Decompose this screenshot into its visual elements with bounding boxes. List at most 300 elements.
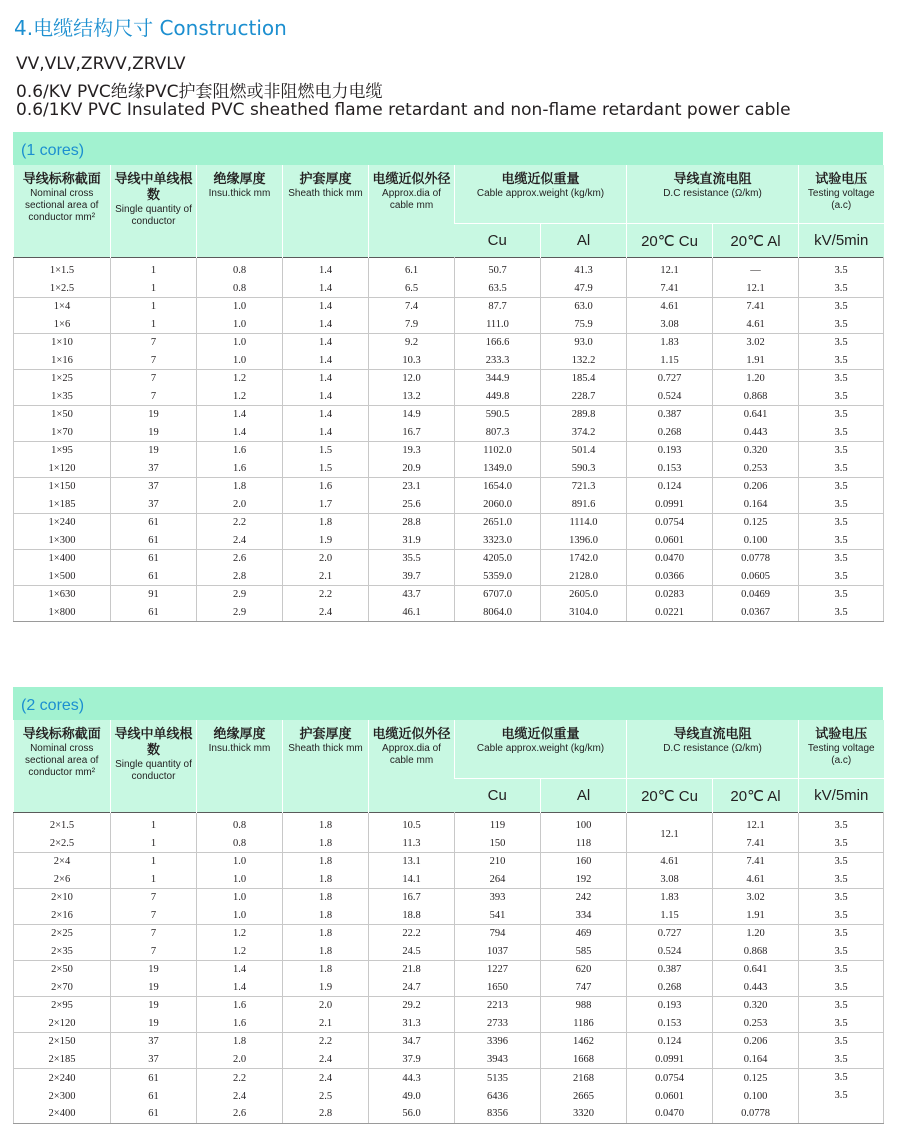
table-cell: 44.3 bbox=[369, 1069, 455, 1088]
table-cell: 111.0 bbox=[455, 316, 541, 334]
table-cell: 6.5 bbox=[369, 280, 455, 298]
table-cell: 1×300 bbox=[14, 532, 111, 550]
header-col8-cn: 试验电压 bbox=[815, 727, 868, 742]
table-cell: 3.5 bbox=[799, 871, 884, 889]
table-cell: 0.153 bbox=[627, 1015, 713, 1033]
table-cell: 0.8 bbox=[197, 835, 283, 853]
table-cell: 7 bbox=[111, 889, 197, 907]
table-cell: 393 bbox=[455, 889, 541, 907]
table-cell: 2×400 bbox=[14, 1105, 111, 1123]
table-cell: 46.1 bbox=[369, 604, 455, 622]
table-cell: 1.0 bbox=[197, 316, 283, 334]
table-cell: 2×1.5 bbox=[14, 817, 111, 835]
header-col2-cn: 导线中单线根数 bbox=[114, 727, 193, 758]
table-cell: 3.5 bbox=[799, 370, 884, 388]
table-cell: 47.9 bbox=[541, 280, 627, 298]
table-cell: 1×150 bbox=[14, 478, 111, 496]
table-cell: 7.4 bbox=[369, 298, 455, 316]
header-col6-cn: 电缆近似重量 bbox=[501, 727, 580, 742]
header-unit-cu: Cu bbox=[455, 779, 541, 813]
table-cell: 2.9 bbox=[197, 586, 283, 604]
table-cell: 1.91 bbox=[713, 352, 799, 370]
header-col8 bbox=[799, 165, 884, 224]
table-cell: 1.4 bbox=[283, 280, 369, 298]
header-col2 bbox=[111, 720, 197, 813]
table-cell: 1.5 bbox=[283, 460, 369, 478]
header-col4-cn: 护套厚度 bbox=[299, 172, 352, 187]
table-row bbox=[14, 388, 884, 406]
table-cell: 0.153 bbox=[627, 460, 713, 478]
table-row bbox=[14, 997, 884, 1015]
table-row bbox=[14, 1033, 884, 1051]
header-col3 bbox=[197, 165, 283, 258]
table-cell: 3.5 bbox=[799, 997, 884, 1015]
table-cell: 0.443 bbox=[713, 424, 799, 442]
table-cell: 0.164 bbox=[713, 496, 799, 514]
table-cell: 6707.0 bbox=[455, 586, 541, 604]
table-cell: 7.41 bbox=[713, 853, 799, 871]
header-unit-kv: kV/5min bbox=[799, 224, 884, 258]
table-cell: 210 bbox=[455, 853, 541, 871]
table-cell: 61 bbox=[111, 604, 197, 622]
table-cell: 1.2 bbox=[197, 370, 283, 388]
table-cell: 1 bbox=[111, 298, 197, 316]
table-cell: 2×25 bbox=[14, 925, 111, 943]
table-cell: 1×35 bbox=[14, 388, 111, 406]
table-cell: 2.2 bbox=[283, 1033, 369, 1051]
table-cell bbox=[799, 1105, 884, 1123]
table-cell: 31.9 bbox=[369, 532, 455, 550]
table-cell: 37 bbox=[111, 460, 197, 478]
table-cell: 3396 bbox=[455, 1033, 541, 1051]
table-cell: 3.5 bbox=[799, 1033, 884, 1051]
header-col7-en: D.C resistance (Ω/km) bbox=[663, 188, 762, 199]
table-cell: 1.9 bbox=[283, 532, 369, 550]
header-col3-en: Insu.thick mm bbox=[208, 743, 271, 754]
table-cell: 0.206 bbox=[713, 1033, 799, 1051]
table-cell: 1.8 bbox=[197, 478, 283, 496]
table-cell: 0.124 bbox=[627, 1033, 713, 1051]
table-cell: 1 bbox=[111, 853, 197, 871]
header-col2-en: Single quantity of conductor bbox=[115, 204, 192, 227]
table-cell: 8064.0 bbox=[455, 604, 541, 622]
table-cell: 87.7 bbox=[455, 298, 541, 316]
table-row bbox=[14, 1087, 884, 1105]
table-cell: 0.193 bbox=[627, 997, 713, 1015]
header-col5 bbox=[369, 720, 455, 813]
table-row bbox=[14, 532, 884, 550]
table-cell: 1×16 bbox=[14, 352, 111, 370]
table-cell: 1.20 bbox=[713, 370, 799, 388]
table-cell: 2605.0 bbox=[541, 586, 627, 604]
table-cell: 12.1 bbox=[713, 280, 799, 298]
table-cell: 3.5 bbox=[799, 406, 884, 424]
table-cell: 0.727 bbox=[627, 925, 713, 943]
table-cell: 2.2 bbox=[283, 586, 369, 604]
table-cell: 2.2 bbox=[197, 514, 283, 532]
table-cell: 4205.0 bbox=[455, 550, 541, 568]
header-col8-cn: 试验电压 bbox=[815, 172, 868, 187]
table-cell: 19.3 bbox=[369, 442, 455, 460]
table-cell: 2.4 bbox=[283, 604, 369, 622]
table-cell: 1.15 bbox=[627, 352, 713, 370]
table-cell: 1 bbox=[111, 835, 197, 853]
table-cell: 20.9 bbox=[369, 460, 455, 478]
table-cell: 12.0 bbox=[369, 370, 455, 388]
table-cell: 150 bbox=[455, 835, 541, 853]
table-cell: 1×70 bbox=[14, 424, 111, 442]
table-cell: 0.387 bbox=[627, 961, 713, 979]
table-cell: 61 bbox=[111, 1105, 197, 1123]
table-cell: 3.5 bbox=[799, 604, 884, 622]
table-cell: 1.83 bbox=[627, 334, 713, 352]
table-cell: 2651.0 bbox=[455, 514, 541, 532]
header-col7 bbox=[627, 165, 799, 224]
table-cell: 3.02 bbox=[713, 889, 799, 907]
table-cell: 2.4 bbox=[283, 1069, 369, 1088]
table-cell: 0.0754 bbox=[627, 1069, 713, 1088]
table-cell: 1×240 bbox=[14, 514, 111, 532]
table-cell: 0.100 bbox=[713, 532, 799, 550]
header-unit-r-al: 20℃ Al bbox=[713, 779, 799, 813]
table-cell: 13.2 bbox=[369, 388, 455, 406]
table-row bbox=[14, 871, 884, 889]
table-cell: 2.4 bbox=[283, 1051, 369, 1069]
header-col5-en: Approx.dia of cable mm bbox=[382, 743, 441, 766]
table-cell: 1.20 bbox=[713, 925, 799, 943]
table-cell: 1102.0 bbox=[455, 442, 541, 460]
table-cell: 1.4 bbox=[197, 979, 283, 997]
header-col4 bbox=[283, 165, 369, 258]
table-row bbox=[14, 550, 884, 568]
table-cell: 334 bbox=[541, 907, 627, 925]
table-cell: 0.320 bbox=[713, 997, 799, 1015]
table-cell: 14.1 bbox=[369, 871, 455, 889]
table-cell: 1.8 bbox=[283, 889, 369, 907]
table-cell: 1396.0 bbox=[541, 532, 627, 550]
table-cell: 3.5 bbox=[799, 550, 884, 568]
table-cell: 63.5 bbox=[455, 280, 541, 298]
table-cell: 590.5 bbox=[455, 406, 541, 424]
table-cell: 233.3 bbox=[455, 352, 541, 370]
table-cell: 721.3 bbox=[541, 478, 627, 496]
table-cell: 19 bbox=[111, 961, 197, 979]
table-cell: 3.5 bbox=[799, 514, 884, 532]
table-cell: 6436 bbox=[455, 1087, 541, 1105]
table-cell: 24.5 bbox=[369, 943, 455, 961]
table-cell: 747 bbox=[541, 979, 627, 997]
table-cell: 13.1 bbox=[369, 853, 455, 871]
table-row bbox=[14, 460, 884, 478]
table-cell: 1.0 bbox=[197, 352, 283, 370]
header-col8-en: Testing voltage (a.c) bbox=[807, 188, 875, 211]
table-cell: 7 bbox=[111, 925, 197, 943]
table-cell: 0.268 bbox=[627, 979, 713, 997]
table-cell: 2.8 bbox=[197, 568, 283, 586]
table-cell: 0.0366 bbox=[627, 568, 713, 586]
header-col5 bbox=[369, 165, 455, 258]
table-cell: 2×95 bbox=[14, 997, 111, 1015]
table-cell: 49.0 bbox=[369, 1087, 455, 1105]
table-cell: 0.641 bbox=[713, 961, 799, 979]
table-cell: 0.0470 bbox=[627, 550, 713, 568]
header-col4-en: Sheath thick mm bbox=[288, 188, 363, 199]
table-cell: 2733 bbox=[455, 1015, 541, 1033]
table-cell: 0.0601 bbox=[627, 1087, 713, 1105]
table-cell: 63.0 bbox=[541, 298, 627, 316]
header-col4-en: Sheath thick mm bbox=[288, 743, 363, 754]
table-row bbox=[14, 979, 884, 997]
table-cell: 3.5 bbox=[799, 442, 884, 460]
table-cell: 0.0601 bbox=[627, 532, 713, 550]
table-row bbox=[14, 1015, 884, 1033]
table-cell: 7 bbox=[111, 388, 197, 406]
table-cell: 0.868 bbox=[713, 943, 799, 961]
header-col5-cn: 电缆近似外径 bbox=[372, 727, 451, 742]
table-cell: 100 bbox=[541, 817, 627, 835]
header-col6-en: Cable approx.weight (kg/km) bbox=[476, 188, 605, 199]
table-cell: 344.9 bbox=[455, 370, 541, 388]
table-row bbox=[14, 280, 884, 298]
table-cell: 37 bbox=[111, 1051, 197, 1069]
table-cell: 3.5 bbox=[799, 478, 884, 496]
spec-table bbox=[13, 720, 884, 1124]
table-row bbox=[14, 352, 884, 370]
table-row bbox=[14, 478, 884, 496]
table-cell: — bbox=[713, 262, 799, 280]
table-cell: 2×35 bbox=[14, 943, 111, 961]
table-cell: 0.641 bbox=[713, 406, 799, 424]
table-cell: 5135 bbox=[455, 1069, 541, 1088]
table-cell: 3.5 bbox=[799, 1051, 884, 1069]
table-cell: 24.7 bbox=[369, 979, 455, 997]
table-row bbox=[14, 334, 884, 352]
table-cell: 1×500 bbox=[14, 568, 111, 586]
table-cell: 8356 bbox=[455, 1105, 541, 1123]
table-cell: 160 bbox=[541, 853, 627, 871]
table-cell: 1.83 bbox=[627, 889, 713, 907]
table-cell: 242 bbox=[541, 889, 627, 907]
table-cell: 0.268 bbox=[627, 424, 713, 442]
table-cell: 132.2 bbox=[541, 352, 627, 370]
header-unit-kv: kV/5min bbox=[799, 779, 884, 813]
table-cell: 0.8 bbox=[197, 817, 283, 835]
header-col5-cn: 电缆近似外径 bbox=[372, 172, 451, 187]
table-cell: 1 bbox=[111, 817, 197, 835]
header-col6 bbox=[455, 165, 627, 224]
header-col7-en: D.C resistance (Ω/km) bbox=[663, 743, 762, 754]
table-cell: 1.5 bbox=[283, 442, 369, 460]
cable-models: VV,VLV,ZRVV,ZRVLV bbox=[16, 54, 186, 74]
table-cell: 34.7 bbox=[369, 1033, 455, 1051]
table-cell: 4.61 bbox=[713, 871, 799, 889]
table-cell: 10.5 bbox=[369, 817, 455, 835]
table-row bbox=[14, 514, 884, 532]
table-cell: 5359.0 bbox=[455, 568, 541, 586]
table-cell: 119 bbox=[455, 817, 541, 835]
table-cell: 3.5 bbox=[799, 424, 884, 442]
table-cell: 1650 bbox=[455, 979, 541, 997]
table-cell: 1.6 bbox=[197, 442, 283, 460]
table-cell: 19 bbox=[111, 424, 197, 442]
table-cell: 11.3 bbox=[369, 835, 455, 853]
section-1-cores bbox=[13, 132, 883, 622]
table-cell: 590.3 bbox=[541, 460, 627, 478]
table-cell: 1×10 bbox=[14, 334, 111, 352]
table-cell: 50.7 bbox=[455, 262, 541, 280]
header-col6-cn: 电缆近似重量 bbox=[501, 172, 580, 187]
table-cell: 2665 bbox=[541, 1087, 627, 1105]
table-cell: 2.2 bbox=[197, 1069, 283, 1088]
header-col8 bbox=[799, 720, 884, 779]
voltage-value: 3.5 bbox=[834, 1072, 848, 1083]
header-col5-en: Approx.dia of cable mm bbox=[382, 188, 441, 211]
table-cell: 1.8 bbox=[283, 943, 369, 961]
table-cell: 0.0469 bbox=[713, 586, 799, 604]
table-cell: 0.387 bbox=[627, 406, 713, 424]
subtitle-cn: 0.6/KV PVC绝缘PVC护套阻燃或非阻燃电力电缆 bbox=[16, 82, 383, 102]
table-cell: 3.02 bbox=[713, 334, 799, 352]
table-cell: 1.0 bbox=[197, 907, 283, 925]
table-cell: 1.4 bbox=[283, 370, 369, 388]
table-cell: 620 bbox=[541, 961, 627, 979]
table-cell: 3.5 bbox=[799, 496, 884, 514]
table-cell: 3.5 bbox=[799, 460, 884, 478]
section-2-cores bbox=[13, 687, 883, 1124]
table-cell: 1.6 bbox=[197, 997, 283, 1015]
table-cell: 37.9 bbox=[369, 1051, 455, 1069]
table-row bbox=[14, 442, 884, 460]
table-cell: 1654.0 bbox=[455, 478, 541, 496]
table-cell: 794 bbox=[455, 925, 541, 943]
table-cell: 1×1.5 bbox=[14, 262, 111, 280]
table-cell: 501.4 bbox=[541, 442, 627, 460]
table-cell: 3.5 bbox=[799, 388, 884, 406]
table-row bbox=[14, 925, 884, 943]
table-cell: 1.8 bbox=[283, 835, 369, 853]
table-cell: 1.6 bbox=[197, 460, 283, 478]
table-cell bbox=[799, 1069, 884, 1106]
table-cell: 2×6 bbox=[14, 871, 111, 889]
header-col4-cn: 护套厚度 bbox=[299, 727, 352, 742]
table-cell: 3.5 bbox=[799, 1015, 884, 1033]
table-cell: 1.6 bbox=[283, 478, 369, 496]
table-cell: 3.5 bbox=[799, 907, 884, 925]
table-cell: 7.41 bbox=[713, 835, 799, 853]
header-col7-cn: 导线直流电阻 bbox=[673, 727, 752, 742]
table-cell: 91 bbox=[111, 586, 197, 604]
table-cell: 0.524 bbox=[627, 388, 713, 406]
header-unit-al: Al bbox=[541, 224, 627, 258]
table-cell: 1.8 bbox=[283, 853, 369, 871]
table-cell: 1×95 bbox=[14, 442, 111, 460]
section-label: (2 cores) bbox=[13, 687, 883, 720]
table-cell: 1×50 bbox=[14, 406, 111, 424]
table-cell: 1.4 bbox=[283, 334, 369, 352]
table-cell: 19 bbox=[111, 442, 197, 460]
table-cell: 0.206 bbox=[713, 478, 799, 496]
table-row bbox=[14, 961, 884, 979]
table-cell: 2×120 bbox=[14, 1015, 111, 1033]
table-row bbox=[14, 586, 884, 604]
table-cell: 0.124 bbox=[627, 478, 713, 496]
table-cell: 3320 bbox=[541, 1105, 627, 1123]
table-cell: 0.253 bbox=[713, 460, 799, 478]
table-cell: 29.2 bbox=[369, 997, 455, 1015]
table-cell: 988 bbox=[541, 997, 627, 1015]
table-cell: 1.0 bbox=[197, 871, 283, 889]
header-unit-r-cu: 20℃ Cu bbox=[627, 779, 713, 813]
table-cell: 1.4 bbox=[283, 424, 369, 442]
header-col2-en: Single quantity of conductor bbox=[115, 759, 192, 782]
table-cell: 0.0367 bbox=[713, 604, 799, 622]
table-row bbox=[14, 316, 884, 334]
table-cell: 61 bbox=[111, 1069, 197, 1088]
table-row bbox=[14, 1051, 884, 1069]
table-cell: 2×150 bbox=[14, 1033, 111, 1051]
page-title: 4.电缆结构尺寸 Construction bbox=[14, 16, 287, 40]
table-cell: 0.164 bbox=[713, 1051, 799, 1069]
spec-table bbox=[13, 165, 884, 622]
table-row bbox=[14, 262, 884, 280]
table-cell: 4.61 bbox=[627, 853, 713, 871]
table-cell: 2.6 bbox=[197, 1105, 283, 1123]
header-col2-cn: 导线中单线根数 bbox=[114, 172, 193, 203]
table-cell: 25.6 bbox=[369, 496, 455, 514]
table-cell: 1.8 bbox=[197, 1033, 283, 1051]
table-cell: 41.3 bbox=[541, 262, 627, 280]
header-col2 bbox=[111, 165, 197, 258]
header-col3 bbox=[197, 720, 283, 813]
header-col6 bbox=[455, 720, 627, 779]
table-cell: 1.4 bbox=[283, 316, 369, 334]
table-cell: 35.5 bbox=[369, 550, 455, 568]
table-cell: 3.5 bbox=[799, 316, 884, 334]
table-cell: 1.15 bbox=[627, 907, 713, 925]
table-cell: 19 bbox=[111, 979, 197, 997]
table-cell: 2.1 bbox=[283, 1015, 369, 1033]
table-row bbox=[14, 370, 884, 388]
table-cell: 1.2 bbox=[197, 925, 283, 943]
table-cell: 185.4 bbox=[541, 370, 627, 388]
table-cell: 1742.0 bbox=[541, 550, 627, 568]
table-cell: 2.9 bbox=[197, 604, 283, 622]
table-cell: 2060.0 bbox=[455, 496, 541, 514]
table-cell: 7 bbox=[111, 352, 197, 370]
table-cell: 3.5 bbox=[799, 979, 884, 997]
table-cell: 1.4 bbox=[283, 298, 369, 316]
table-cell: 1 bbox=[111, 871, 197, 889]
table-cell: 1.4 bbox=[283, 352, 369, 370]
table-cell: 0.0605 bbox=[713, 568, 799, 586]
header-col1 bbox=[14, 720, 111, 813]
table-row bbox=[14, 889, 884, 907]
table-row bbox=[14, 817, 884, 835]
table-row bbox=[14, 907, 884, 925]
table-cell: 19 bbox=[111, 406, 197, 424]
table-cell: 2.0 bbox=[197, 496, 283, 514]
table-cell: 0.0991 bbox=[627, 1051, 713, 1069]
table-cell: 2.1 bbox=[283, 568, 369, 586]
table-cell: 1×25 bbox=[14, 370, 111, 388]
table-cell: 2168 bbox=[541, 1069, 627, 1088]
table-cell: 2×16 bbox=[14, 907, 111, 925]
header-col7 bbox=[627, 720, 799, 779]
table-cell: 2×2.5 bbox=[14, 835, 111, 853]
table-cell: 3.5 bbox=[799, 961, 884, 979]
table-row bbox=[14, 853, 884, 871]
table-cell: 37 bbox=[111, 1033, 197, 1051]
